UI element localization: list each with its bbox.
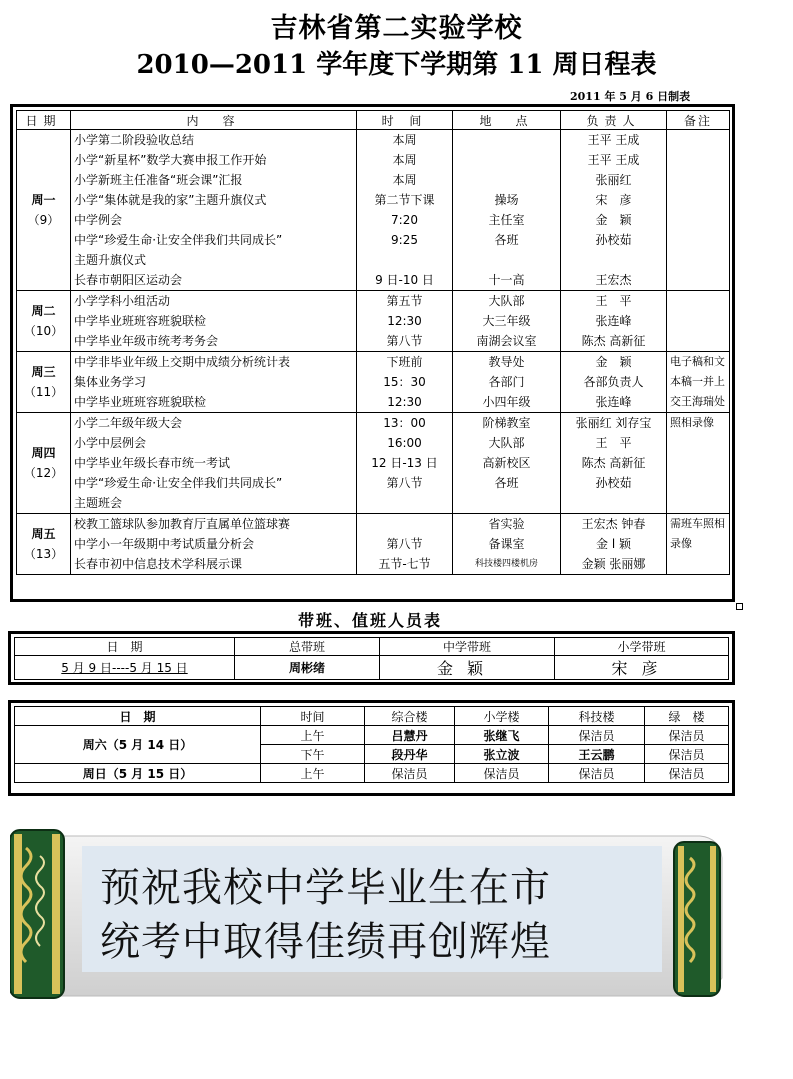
school-title: 吉林省第二实验学校 [270,13,523,44]
duty-header-row [15,638,729,656]
schedule-content-line: 主题升旗仪式 [74,253,147,267]
schedule-content-line: 小学“集体就是我的家”主题升旗仪式 [74,193,267,207]
schedule-content-line: 小学“新星杯”数学大赛申报工作开始 [74,153,267,167]
schedule-person-line: 王平 王成 [587,133,640,147]
schedule-place-line: 各部门 [488,375,525,389]
schedule-time-line: 16:00 [387,436,422,450]
schedule-place-line: 各班 [494,233,519,247]
schedule-content-line: 校教工篮球队参加教育厅直属单位篮球赛 [74,517,291,531]
schedule-time-cell [357,291,453,352]
scroll-left-roll [10,830,64,998]
duty-middle: 金颖 [380,656,555,680]
schedule-person-line: 张连峰 [595,395,632,409]
schedule-person-line: 王宏杰 [595,273,632,287]
cleaning-b: 张继飞 [455,726,549,745]
schedule-person-line: 王宏杰 钟春 [581,517,646,531]
schedule-place-line [456,493,557,513]
schedule-note-cell: 照相录像 [667,413,730,514]
schedule-place-cell [453,514,561,575]
schedule-place-line: 阶梯教室 [482,416,531,430]
schedule-place-line: 大三年级 [482,314,531,328]
cleaning-b: 张立波 [455,745,549,764]
day-name: 周一 [31,193,56,207]
duty-header-primary: 小学带班 [555,638,729,656]
duty-primary: 宋彦 [555,656,729,680]
cleaning-d: 保洁员 [645,745,729,764]
schedule-day-cell [17,130,71,291]
header-place: 地 点 [453,111,561,130]
duty-header-date: 日 期 [15,638,235,656]
schedule-content-line: 主题班会 [74,496,123,510]
schedule-person-line: 张丽红 [595,173,632,187]
schedule-place-cell [453,130,561,291]
schedule-person-line [564,250,663,270]
day-number: （12） [23,466,64,480]
schedule-person-cell [561,413,667,514]
schedule-place-line: 高新校区 [482,456,531,470]
schedule-person-line: 孙校茹 [595,476,632,490]
schedule-time-line [360,514,449,534]
duty-header-middle: 中学带班 [380,638,555,656]
schedule-day-row [17,291,730,352]
header-time: 时 间 [357,111,453,130]
cleaning-header-date: 日 期 [15,707,261,726]
schedule-content-cell [71,352,357,413]
day-number: （10） [23,324,64,338]
schedule-time-line: 第八节 [386,537,423,551]
schedule-header-row [17,111,730,130]
schedule-place-line: 南湖会议室 [476,334,537,348]
schedule-place-line [456,150,557,170]
schedule-day-cell [17,413,71,514]
schedule-content-line: 小学新班主任准备“班会课”汇报 [74,173,243,187]
cleaning-row [15,726,729,745]
header-note: 备注 [667,111,730,130]
schedule-content-line: 长春市初中信息技术学科展示课 [74,557,243,571]
schedule-content-line: 中学“珍爱生命·让安全伴我们共同成长” [74,233,283,247]
schedule-title: 2010—2011 学年度下学期第 11 周日程表 [136,50,657,80]
header-date: 日期 [17,111,71,130]
cleaning-c: 保洁员 [549,726,645,745]
cleaning-a: 段丹华 [365,745,455,764]
schedule-time-line: 第二节下课 [374,193,435,207]
schedule-person-line: 金颖 张丽娜 [581,557,646,571]
day-name: 周四 [31,446,56,460]
schedule-content-line: 中学例会 [74,213,123,227]
day-number: （13） [23,547,64,561]
duty-date: 5 月 9 日----5 月 15 日 [15,656,235,680]
schedule-place-line [456,250,557,270]
schedule-time-line: 第八节 [386,334,423,348]
schedule-place-line: 省实验 [488,517,525,531]
schedule-time-line: 本周 [392,133,417,147]
schedule-place-line: 操场 [494,193,519,207]
schedule-time-cell [357,130,453,291]
cleaning-b: 保洁员 [455,764,549,783]
schedule-time-line: 12:30 [387,395,422,409]
cleaning-d: 保洁员 [645,764,729,783]
cleaning-header-b: 小学楼 [455,707,549,726]
banner-line-2: 统考中取得佳绩再创辉煌 [100,919,551,965]
cleaning-c: 王云鹏 [549,745,645,764]
schedule-person-line: 金 颖 [595,213,632,227]
schedule-person-line: 张连峰 [595,314,632,328]
cleaning-date: 周六（5 月 14 日） [15,726,261,764]
schedule-place-line: 主任室 [488,213,525,227]
schedule-person-line: 王 平 [595,294,632,308]
cleaning-header-d: 绿 楼 [645,707,729,726]
cleaning-date: 周日（5 月 15 日） [15,764,261,783]
schedule-person-line: 金 l 颖 [596,537,631,551]
schedule-person-line [564,493,663,513]
schedule-place-line: 大队部 [488,294,525,308]
schedule-person-line: 孙校茹 [595,233,632,247]
schedule-time-line: 12:30 [387,314,422,328]
schedule-place-line: 十一高 [488,273,525,287]
schedule-content-line: 小学二年级年级大会 [74,416,183,430]
day-number: （11） [23,385,64,399]
schedule-content-line: 中学毕业年级长春市统一考试 [74,456,231,470]
schedule-content-line: 中学“珍爱生命·让安全伴我们共同成长” [74,476,283,490]
schedule-time-line: 9:25 [391,233,418,247]
schedule-person-cell [561,130,667,291]
schedule-place-line: 教导处 [488,355,525,369]
schedule-content-line: 小学中层例会 [74,436,147,450]
cleaning-table [14,706,729,783]
schedule-content-line: 中学毕业年级市统考考务会 [74,334,219,348]
banner-line-1: 预祝我校中学毕业生在市 [100,865,551,911]
schedule-note-cell [667,130,730,291]
day-name: 周三 [31,365,56,379]
schedule-content-line: 集体业务学习 [74,375,147,389]
cleaning-header-a: 综合楼 [365,707,455,726]
schedule-place-line [456,170,557,190]
schedule-note-cell: 需班车照相录像 [667,514,730,575]
schedule-note-cell [667,291,730,352]
schedule-day-cell [17,291,71,352]
header-content: 内 容 [71,111,357,130]
schedule-time-line: 第五节 [386,294,423,308]
schedule-note-cell: 电子稿和文本稿一并上交王海瑞处 [667,352,730,413]
cleaning-header-time: 时间 [261,707,365,726]
schedule-content-line: 小学第二阶段验收总结 [74,133,195,147]
cleaning-time: 下午 [261,745,365,764]
schedule-time-line: 12 日-13 日 [371,456,438,470]
schedule-person-line: 王 平 [595,436,632,450]
schedule-person-line: 金 颖 [595,355,632,369]
cleaning-row [15,764,729,783]
cleaning-a: 保洁员 [365,764,455,783]
cleaning-header-row [15,707,729,726]
duty-table [14,637,729,680]
schedule-content-cell [71,130,357,291]
scroll-right-roll [674,842,720,996]
schedule-time-line: 本周 [392,173,417,187]
schedule-person-line: 张丽红 刘存宝 [575,416,652,430]
schedule-content-line: 长春市朝阳区运动会 [74,273,183,287]
cleaning-time: 上午 [261,726,365,745]
schedule-content-line: 小学学科小组活动 [74,294,171,308]
schedule-table [16,110,730,575]
day-number: （9） [27,213,60,227]
duty-general: 周彬绪 [235,656,380,680]
schedule-place-line: 备课室 [488,537,525,551]
schedule-person-line: 宋 彦 [595,193,632,207]
cleaning-c: 保洁员 [549,764,645,783]
schedule-place-line: 各班 [494,476,519,490]
schedule-place-line [456,130,557,150]
schedule-time-line: 15：30 [383,375,426,389]
day-name: 周五 [31,527,56,541]
schedule-time-line: 下班前 [386,355,423,369]
schedule-time-line: 第八节 [386,476,423,490]
schedule-content-line: 中学小一年级期中考试质量分析会 [74,537,255,551]
schedule-day-row [17,352,730,413]
schedule-person-cell [561,514,667,575]
schedule-person-cell [561,291,667,352]
schedule-day-row [17,514,730,575]
day-name: 周二 [31,304,56,318]
cleaning-d: 保洁员 [645,726,729,745]
schedule-day-cell [17,352,71,413]
schedule-time-cell [357,413,453,514]
schedule-time-line: 9 日-10 日 [375,273,434,287]
schedule-content-line: 中学毕业班班容班貌联检 [74,395,207,409]
schedule-day-row [17,413,730,514]
schedule-frame [10,104,735,602]
cleaning-time: 上午 [261,764,365,783]
duty-frame [8,631,735,685]
schedule-time-line: 本周 [392,153,417,167]
schedule-place-cell [453,413,561,514]
cleaning-a: 吕慧丹 [365,726,455,745]
schedule-day-row [17,130,730,291]
schedule-content-line: 中学非毕业年级上交期中成绩分析统计表 [74,355,291,369]
schedule-time-line: 13：00 [383,416,426,430]
schedule-person-cell [561,352,667,413]
schedule-place-cell [453,291,561,352]
schedule-time-cell [357,352,453,413]
duty-header-general: 总带班 [235,638,380,656]
cleaning-frame [8,700,735,796]
schedule-person-line: 王平 王成 [587,153,640,167]
made-date: 2011 年 5 月 6 日制表 [570,90,691,103]
cleaning-header-c: 科技楼 [549,707,645,726]
duty-title: 带班、值班人员表 [297,611,442,630]
schedule-person-line: 陈杰 高新征 [581,334,646,348]
schedule-time-line: 五节-七节 [378,557,431,571]
schedule-place-cell [453,352,561,413]
schedule-person-line: 陈杰 高新征 [581,456,646,470]
header-person: 负责人 [561,111,667,130]
schedule-content-cell [71,413,357,514]
schedule-time-cell [357,514,453,575]
schedule-time-line [360,493,449,513]
schedule-content-cell [71,514,357,575]
schedule-day-cell [17,514,71,575]
schedule-time-line: 7:20 [391,213,418,227]
schedule-place-line: 科技楼四楼机房 [474,559,538,569]
schedule-place-line: 小四年级 [482,395,531,409]
schedule-content-cell [71,291,357,352]
schedule-person-line: 各部负责人 [583,375,644,389]
schedule-place-line: 大队部 [488,436,525,450]
schedule-content-line: 中学毕业班班容班貌联检 [74,314,207,328]
schedule-time-line [360,250,449,270]
duty-row [15,656,729,680]
